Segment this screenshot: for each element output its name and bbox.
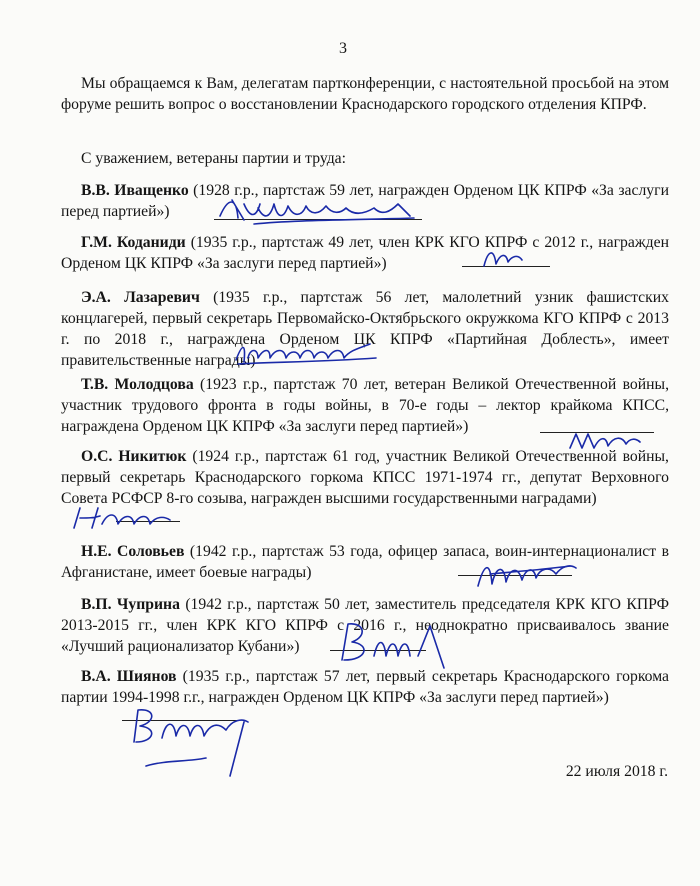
signatory-details: (1935 г.р., партстаж 56 лет, малолетний узник фашистских концлагерей, первый секретарь Первомайско-Октябрьского окружкома КГО КПРФ с 2013 г. по 2018 г., награждена Орденом ЦК КПРФ «Партийная Доблесть», имеет правительственные награды) [61,289,669,369]
signatory-name: О.С. Никитюк [81,448,187,465]
signatory-nikityuk [61,446,669,509]
signatory-details: (1942 г.р., партстаж 53 года, офицер запаса, воин-интернационалист в Афганистане, имеет боевые награды) [61,543,669,581]
signatory-name: В.А. Шиянов [81,668,177,685]
signatory-name: В.В. Иващенко [81,182,189,199]
signatory-details: (1923 г.р., партстаж 70 лет, ветеран Великой Отечественной войны, участник трудового фронта в годы войны, в 70-е годы – лектор крайкома КПСС, награждена Орденом ЦК КПРФ «За заслуги перед партией») [61,376,669,435]
signatory-name: Т.В. Молодцова [81,376,194,393]
signatory-details: (1942 г.р., партстаж 50 лет, заместитель председателя КРК КГО КПРФ 2013-2015 гг., член КРК КГО КПРФ с 2016 г., неоднократно присваивалось звание «Лучший рационализатор Кубани») [61,596,669,655]
signature-ivashchenko [214,190,424,234]
signatory-details: (1928 г.р., партстаж 59 лет, награжден Орденом ЦК КПРФ «За заслуги перед партией») [61,182,669,220]
signatory-name: В.П. Чуприна [81,596,180,613]
signatory-details: (1935 г.р., партстаж 49 лет, член КРК КГО КПРФ с 2012 г., награжден Орденом ЦК КПРФ «За заслуги перед партией») [61,234,669,272]
signatory-name: Г.М. Коданиди [81,234,186,251]
intro-paragraph [61,73,669,115]
signature-lazarevich [230,336,380,368]
signature-solovyev [470,554,580,594]
signatory-name: Н.Е. Соловьев [81,543,185,560]
signatory-kodanidi [61,232,669,274]
greeting-paragraph [61,148,669,169]
intro-text: Мы обращаемся к Вам, делегатам партконференции, с настоятельной просьбой на этом форуме решить вопрос о восстановлении Краснодарского городского отделения КПРФ. [61,75,669,113]
signatory-details: (1924 г.р., партстаж 61 год, участник Великой Отечественной войны, первый секретарь Краснодарского горкома КПСС 1971-1974 гг., депутат Верховного Совета РСФСР 8-го созыва, награжден высшими государственными наградами) [61,448,669,507]
signature-chuprina [334,616,454,672]
signatory-details: (1935 г.р., партстаж 57 лет, первый секретарь Краснодарского горкома партии 1994-1998 г.г., награжден Орденом ЦК КПРФ «За заслуги перед партией») [61,668,670,706]
signature-kodanidi [478,244,528,270]
signature-nikityuk [66,502,186,532]
greeting-text: С уважением, ветераны партии и труда: [81,150,346,167]
letter-date: 22 июля 2018 г. [565,763,668,780]
page-number: 3 [339,40,347,57]
signatory-name: Э.А. Лазаревич [81,289,200,306]
signature-shiyanov [126,702,266,786]
